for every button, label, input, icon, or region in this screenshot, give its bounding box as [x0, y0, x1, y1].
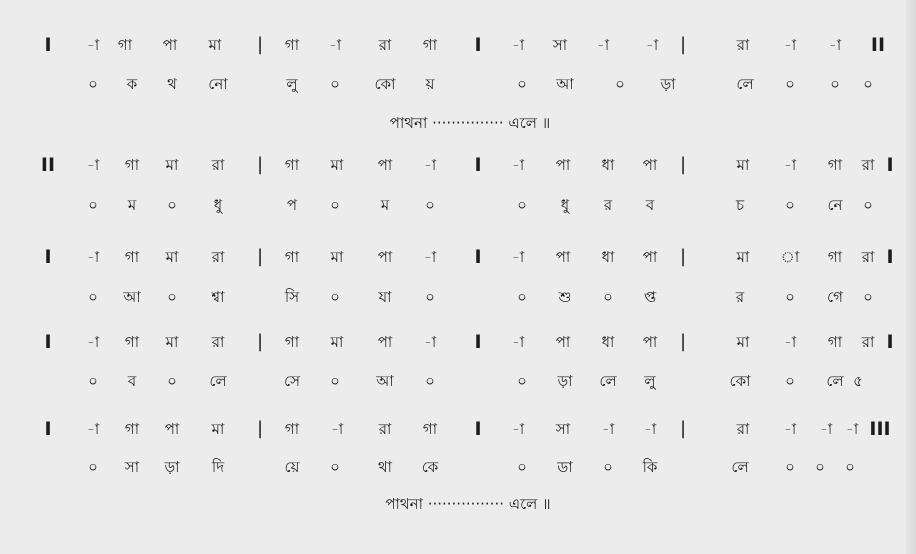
lyric-syllable: র — [735, 288, 745, 306]
swara-note: গা — [827, 156, 843, 174]
bar-line: I — [474, 34, 482, 56]
swara-note: -া — [643, 420, 657, 438]
swara-note: -া — [86, 36, 100, 54]
lyric-syllable: ০ — [863, 288, 873, 306]
lyric-syllable: ম — [380, 196, 390, 214]
lyric-syllable: থ — [167, 75, 177, 93]
lyric-syllable: ০ — [88, 196, 98, 214]
swara-note: -া — [86, 156, 100, 174]
lyric-syllable: ড়া — [164, 458, 180, 476]
lyric-syllable: লে — [826, 372, 844, 390]
bar-line: III — [869, 418, 891, 440]
swara-note: -া — [86, 248, 100, 266]
lyric-syllable: ০ — [330, 75, 340, 93]
swara-note: -া — [330, 420, 344, 438]
swara-note: রা — [861, 248, 875, 266]
swara-note: রা — [861, 156, 875, 174]
swara-note: -া — [645, 36, 659, 54]
lyric-syllable: ধু — [560, 196, 570, 214]
swara-note: পা — [377, 333, 393, 351]
swara-note: া — [780, 248, 800, 266]
swara-note: গা — [284, 248, 300, 266]
bar-line: I — [886, 154, 894, 176]
bar-line: II — [870, 34, 886, 56]
lyric-syllable: ড়া — [660, 75, 676, 93]
swara-note: মা — [330, 156, 344, 174]
bar-line: I — [886, 246, 894, 268]
lyric-syllable: ০ — [785, 196, 795, 214]
bar-line: | — [256, 246, 264, 267]
lyric-syllable: ০ — [863, 196, 873, 214]
lyric-syllable: ০ — [615, 75, 625, 93]
refrain-line: পাথনা ················ এলে ॥ — [385, 495, 551, 513]
lyric-syllable: ০ — [425, 196, 435, 214]
swara-note: -া — [511, 156, 525, 174]
lyric-syllable: ০ — [603, 458, 613, 476]
lyric-syllable: দি — [211, 458, 225, 476]
lyric-syllable: যা — [378, 288, 392, 306]
lyric-syllable: আ — [123, 288, 141, 306]
lyric-syllable: ০ — [517, 288, 527, 306]
lyric-syllable: ধু — [213, 196, 223, 214]
lyric-syllable: ০ — [785, 288, 795, 306]
lyric-syllable: নে — [827, 196, 843, 214]
swara-note: গা — [124, 248, 140, 266]
swara-note: -া — [86, 420, 100, 438]
lyric-syllable: ০ — [88, 372, 98, 390]
lyric-syllable: লে — [736, 75, 754, 93]
swara-note: -া — [511, 420, 525, 438]
swara-note: রা — [211, 333, 225, 351]
lyric-syllable: প্ত — [643, 288, 657, 306]
swara-note: সা — [555, 420, 571, 438]
swara-note: পা — [642, 333, 658, 351]
swara-note: -া — [423, 248, 437, 266]
swara-note: গা — [124, 156, 140, 174]
swara-note: মা — [736, 248, 750, 266]
lyric-syllable: কো — [374, 75, 396, 93]
bar-line: I — [44, 331, 52, 353]
swara-note: -া — [783, 333, 797, 351]
lyric-syllable: চ — [735, 196, 745, 214]
swara-note: গা — [827, 248, 843, 266]
bar-line: | — [256, 331, 264, 352]
refrain-line: পাথনা ··············· এলে ॥ — [389, 114, 551, 132]
lyric-syllable: ০ — [815, 458, 825, 476]
lyric-syllable: ০ — [517, 372, 527, 390]
lyric-syllable: আ — [376, 372, 394, 390]
bar-line: | — [679, 154, 687, 175]
swara-note: গা — [124, 333, 140, 351]
swara-note: পা — [642, 156, 658, 174]
swara-note: মা — [330, 248, 344, 266]
bar-line: I — [886, 331, 894, 353]
swara-note: গা — [827, 333, 843, 351]
lyric-syllable: আ — [556, 75, 574, 93]
swara-note: রা — [861, 333, 875, 351]
swara-note: রা — [378, 36, 392, 54]
bar-line: | — [256, 154, 264, 175]
lyric-syllable: ০ — [845, 458, 855, 476]
lyric-syllable: গে — [827, 288, 843, 306]
swara-note: -া — [423, 156, 437, 174]
swara-note: -া — [845, 420, 859, 438]
bar-line: | — [679, 331, 687, 352]
swara-note: মা — [165, 333, 179, 351]
swara-note: -া — [511, 248, 525, 266]
lyric-syllable: ৫ — [853, 372, 863, 390]
swara-note: -া — [601, 420, 615, 438]
lyric-syllable: ম — [127, 196, 137, 214]
lyric-syllable: ০ — [830, 75, 840, 93]
swara-note: গা — [117, 36, 133, 54]
swara-note: মা — [736, 333, 750, 351]
swara-note: ধা — [601, 248, 615, 266]
lyric-syllable: ব — [127, 372, 137, 390]
lyric-syllable: নো — [208, 75, 228, 93]
swara-note: রা — [211, 156, 225, 174]
lyric-syllable: সি — [284, 288, 300, 306]
bar-line: | — [679, 34, 687, 55]
swara-note: গা — [284, 36, 300, 54]
lyric-syllable: ০ — [517, 75, 527, 93]
swara-note: -া — [828, 36, 842, 54]
swara-note: -া — [86, 333, 100, 351]
lyric-syllable: ০ — [330, 196, 340, 214]
swara-note: -া — [783, 36, 797, 54]
swara-note: গা — [284, 333, 300, 351]
lyric-syllable: ০ — [88, 458, 98, 476]
swara-note: -া — [783, 156, 797, 174]
lyric-syllable: ০ — [863, 75, 873, 93]
swara-note: পা — [162, 36, 178, 54]
bar-line: | — [256, 34, 264, 55]
bar-line: | — [679, 418, 687, 439]
swara-note: -া — [423, 333, 437, 351]
lyric-syllable: ০ — [88, 288, 98, 306]
lyric-syllable: ড়া — [557, 372, 573, 390]
lyric-syllable: ০ — [167, 288, 177, 306]
swara-note: পা — [164, 420, 180, 438]
lyric-syllable: কে — [421, 458, 439, 476]
swara-note: রা — [736, 36, 750, 54]
lyric-syllable: ০ — [603, 288, 613, 306]
lyric-syllable: য় — [425, 75, 435, 93]
lyric-syllable: লু — [286, 75, 298, 93]
lyric-syllable: ০ — [167, 372, 177, 390]
swara-note: -া — [783, 420, 797, 438]
lyric-syllable: লে — [209, 372, 227, 390]
lyric-syllable: ০ — [517, 196, 527, 214]
lyric-syllable: ক — [126, 75, 138, 93]
lyric-syllable: ০ — [425, 372, 435, 390]
swara-note: রা — [736, 420, 750, 438]
swara-note: পা — [642, 248, 658, 266]
lyric-syllable: ব — [645, 196, 655, 214]
swara-note: রা — [211, 248, 225, 266]
swara-note: মা — [736, 156, 750, 174]
swara-note: -া — [596, 36, 610, 54]
lyric-syllable: প — [286, 196, 298, 214]
bar-line: I — [474, 331, 482, 353]
lyric-syllable: কো — [729, 372, 751, 390]
lyric-syllable: লে — [731, 458, 749, 476]
swara-note: পা — [377, 248, 393, 266]
swara-note: মা — [330, 333, 344, 351]
swara-note: সা — [552, 36, 568, 54]
swara-note: পা — [555, 156, 571, 174]
lyric-syllable: থা — [377, 458, 393, 476]
lyric-syllable: ডা — [557, 458, 573, 476]
bar-line: I — [44, 34, 52, 56]
swara-note: মা — [165, 248, 179, 266]
swara-note: গা — [284, 156, 300, 174]
lyric-syllable: কি — [642, 458, 658, 476]
lyric-syllable: লে — [599, 372, 617, 390]
swara-note: -া — [819, 420, 833, 438]
swara-note: মা — [165, 156, 179, 174]
lyric-syllable: সা — [124, 458, 140, 476]
swara-note: ধা — [601, 156, 615, 174]
swara-note: গা — [124, 420, 140, 438]
lyric-syllable: ০ — [88, 75, 98, 93]
lyric-syllable: শু — [558, 288, 572, 306]
swara-note: গা — [422, 420, 438, 438]
swara-note: মা — [208, 36, 222, 54]
swara-note: -া — [511, 36, 525, 54]
swara-note: -া — [328, 36, 342, 54]
lyric-syllable: র — [603, 196, 613, 214]
bar-line: I — [44, 246, 52, 268]
page-edge — [906, 0, 916, 554]
lyric-syllable: ০ — [167, 196, 177, 214]
bar-line: II — [40, 154, 56, 176]
lyric-syllable: ০ — [785, 372, 795, 390]
bar-line: I — [474, 246, 482, 268]
lyric-syllable: লু — [644, 372, 656, 390]
lyric-syllable: ০ — [330, 372, 340, 390]
lyric-syllable: ০ — [330, 458, 340, 476]
lyric-syllable: শ্বা — [211, 288, 225, 306]
swara-note: মা — [211, 420, 225, 438]
swara-note: ধা — [601, 333, 615, 351]
swara-note: পা — [555, 248, 571, 266]
bar-line: I — [44, 418, 52, 440]
lyric-syllable: ০ — [330, 288, 340, 306]
bar-line: | — [256, 418, 264, 439]
bar-line: I — [474, 154, 482, 176]
lyric-syllable: ০ — [785, 75, 795, 93]
swara-note: পা — [377, 156, 393, 174]
lyric-syllable: ০ — [517, 458, 527, 476]
swara-note: রা — [378, 420, 392, 438]
bar-line: I — [474, 418, 482, 440]
swara-note: -া — [511, 333, 525, 351]
swara-note: গা — [284, 420, 300, 438]
lyric-syllable: য়ে — [284, 458, 300, 476]
bar-line: | — [679, 246, 687, 267]
lyric-syllable: সে — [284, 372, 300, 390]
swara-note: গা — [422, 36, 438, 54]
swara-note: পা — [555, 333, 571, 351]
lyric-syllable: ০ — [425, 288, 435, 306]
lyric-syllable: ০ — [785, 458, 795, 476]
